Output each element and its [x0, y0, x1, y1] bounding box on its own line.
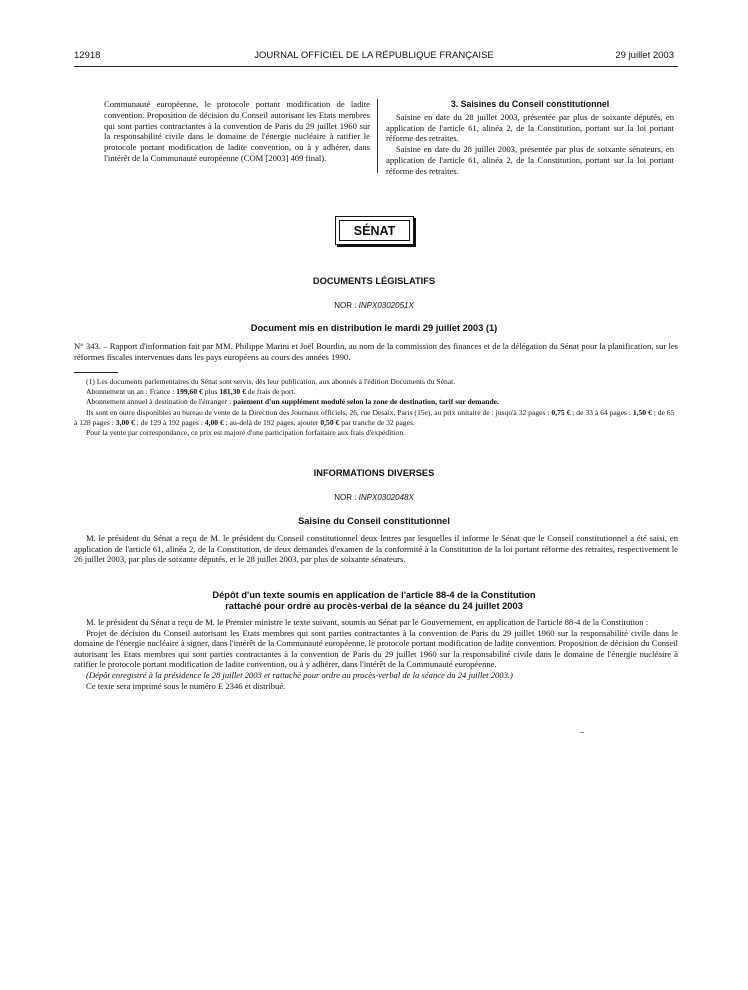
depot-title-line-1: Dépôt d'un texte soumis en application de l'article 88-4 de la Constitution: [212, 590, 536, 600]
footnote-line-1: (1) Les documents parlementaires du Sénat sont servis, dès leur publication, aux abonnés à l'édition Documents du Sénat.: [86, 377, 456, 386]
document-entry: [74, 341, 678, 362]
saisine-text: M. le président du Sénat a reçu de M. le président du Conseil constitutionnel deux lettres par lesquelles il informe le Sénat que le Conseil constitutionnel a été saisi, en application de l'article 61, alinéa 2, de la Constitution, de deux demandes d'examen de la conformité à la Constitution de la loi portant réforme des retraites, respectivement le 26 juillet 2003, par plus de soixante députés, et le 28 juillet 2003, par plus de soixante sénateurs.: [74, 533, 678, 565]
footnote-text: ; de 33 à 64 pages :: [570, 407, 633, 417]
price: 4,00 €: [204, 417, 224, 427]
senat-heading-box: [335, 216, 414, 245]
footnote-text: Ils sont en outre disponibles au bureau de vente de la Direction des Journaux officiels, 26, rue Desaix, Paris (15e), au prix unitaire de : jusqu'à 32 pages :: [86, 407, 552, 417]
saisine-section: [74, 533, 678, 565]
depot-section: [74, 617, 678, 691]
footnote-line-5: Pour la vente par correspondance, ce prix est majoré d'une participation forfaitaire aux frais d'expédition.: [86, 428, 406, 438]
price: 0,75 €: [551, 407, 571, 417]
footnote-line-3: [74, 397, 678, 407]
footnote-text: plus: [202, 387, 220, 397]
footnote: [74, 377, 678, 438]
documents-legislatifs-title: DOCUMENTS LÉGISLATIFS: [312, 276, 436, 286]
price: 199,60 €: [176, 387, 203, 397]
price: 181,30 €: [219, 387, 246, 397]
price: 0,50 €: [320, 417, 340, 427]
footnote-text: ; de 129 à 192 pages :: [134, 417, 205, 427]
saisine-senateurs: Saisine en date du 28 juillet 2003, présentée par plus de soixante sénateurs, en application de l'article 61, alinéa 2, de la Constitution, portant sur la loi portant réforme des retraites.: [386, 144, 674, 176]
footnote-text: ; de 65 à 128 pages :: [74, 407, 675, 427]
informations-diverses-title: INFORMATIONS DIVERSES: [313, 468, 435, 478]
column-divider: [377, 99, 378, 173]
depot-project-text: Projet de décision du Conseil autorisant les Etats membres qui sont parties contractantes à la convention de Paris du 29 juillet 1960 sur la responsabilité civile dans le domaine de l'énergie nucléaire à signer, dans l'intérêt de la Communauté européenne, le protocole portant modification de ladite convention. Proposition de décision du Conseil autorisant les Etats membres qui sont parties contractantes à la convention de Paris du 29 juillet 1960 sur la responsabilité civile dans le domaine de l'énergie nucléaire à ratifier le protocole portant modification de ladite convention, ou à y adhérer, dans l'intérêt de la Communauté européenne.: [74, 627, 678, 670]
distribution-subtitle: Document mis en distribution le mardi 29 juillet 2003 (1): [250, 323, 498, 333]
depot-registration-note: (Dépôt enregistré à la présidence le 28 juillet 2003 et rattaché pour ordre au procès-verbal de la séance du 24 juillet 2003.): [86, 669, 513, 680]
footnote-line-2: [74, 387, 678, 397]
nor-reference-2: [0, 493, 748, 502]
nor-label: NOR :: [334, 493, 357, 502]
footnote-text: Abonnement un an : France :: [86, 387, 177, 397]
continued-text: Communauté européenne, le protocole portant modification de ladite convention. Proposition de décision du Conseil autorisant les Etats membres qui sont parties contractantes à la convention de Paris du 29 juillet 1960 sur la responsabilité civile dans le domaine de l'énergie nucléaire à ratifier le protocole portant modification de ladite convention, ou à y adhérer, dans l'intérêt de la Communauté européenne (COM [2003] 409 final).: [104, 99, 370, 163]
nor-label: NOR :: [334, 301, 357, 310]
depot-title-line-2: rattaché pour ordre au procès-verbal de la séance du 24 juillet 2003: [225, 601, 523, 611]
footnote-rule: [74, 372, 118, 373]
issue-date: 29 juillet 2003: [615, 50, 674, 61]
nor-reference-1: [0, 301, 748, 310]
scan-mark: [580, 732, 584, 733]
senat-label: SÉNAT: [339, 220, 410, 241]
footnote-line-4: [74, 408, 678, 428]
continued-text-column: [104, 99, 370, 164]
depot-printing-note: Ce texte sera imprimé sous le numéro E 2346 et distribué.: [86, 680, 286, 691]
document-entry-text: N° 343. – Rapport d'information fait par MM. Philippe Marini et Joël Bourdin, au nom de la commission des finances et de la délégation du Sénat pour la planification, sur les réformes fiscales intervenues dans les pays européens au cours des années 1990.: [74, 341, 678, 362]
footnote-text: par tranche de 32 pages.: [339, 417, 415, 427]
header-rule: [74, 66, 678, 67]
saisines-column: [386, 99, 674, 177]
footnote-text: ; au-delà de 192 pages, ajouter: [223, 417, 321, 427]
depot-intro: M. le président du Sénat a reçu de M. le Premier ministre le texte suivant, soumis au Sénat par le Gouvernement, en application de l'article 88-4 de la Constitution :: [86, 617, 649, 627]
saisine-deputes: Saisine en date du 28 juillet 2003, présentée par plus de soixante députés, en application de l'article 61, alinéa 2, de la Constitution, portant sur la loi portant réforme des retraites.: [386, 111, 674, 144]
journal-title: JOURNAL OFFICIEL DE LA RÉPUBLIQUE FRANÇAISE: [254, 50, 494, 61]
saisine-title: Saisine du Conseil constitutionnel: [298, 516, 450, 526]
saisines-heading: 3. Saisines du Conseil constitutionnel: [450, 99, 610, 109]
nor-code: INPX0302048X: [358, 493, 414, 502]
price: 3,00 €: [115, 417, 135, 427]
footnote-text: Abonnement annuel à destination de l'étranger :: [86, 397, 234, 407]
page-number: 12918: [74, 50, 101, 61]
footnote-text: de frais de port.: [245, 387, 296, 397]
price: 1,50 €: [632, 407, 652, 417]
footnote-bold-text: paiement d'un supplément modulé selon la zone de destination, tarif sur demande.: [233, 397, 499, 407]
nor-code: INPX0302051X: [358, 301, 414, 310]
